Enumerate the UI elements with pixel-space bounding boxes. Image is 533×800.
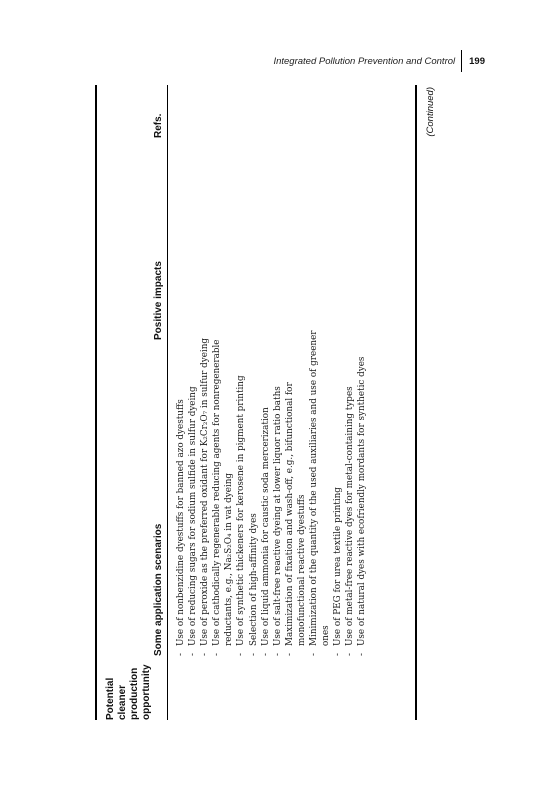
page-number: 199 [469,55,485,67]
table-top-rule [95,85,97,720]
list-item [332,316,344,656]
bullet-dash: - [272,653,283,656]
running-header [273,50,485,72]
scenario-text: Maximization of fixation and wash-off, e.g., bifunctional for monofunctional reactive dyestuffs [284,382,307,646]
scenario-text: Use of natural dyes with ecofriendly mordants for synthetic dyes [357,356,368,646]
bullet-dash: - [345,653,356,656]
bullet-dash: - [260,653,271,656]
continued-note: (Continued) [425,87,436,137]
list-item [344,316,356,656]
list-item [260,316,272,656]
scenario-text: Use of cathodically regenerable reducing agents for nonregenerable reductants, e.g., Na₂S₂O₄ in vat dyeing [212,339,235,646]
scenario-text: Use of peroxide as the preferred oxidant for K₂Cr₂O₇ in sulfur dyeing [200,337,211,646]
list-item [199,316,211,656]
list-item [272,316,284,656]
scenario-text: Minimization of the quantity of the used auxiliaries and use of greener ones [309,330,332,646]
list-item [284,316,308,656]
bullet-dash: - [284,653,295,656]
bullet-dash: - [357,653,368,656]
scenario-text: Use of reducing sugars for sodium sulfide in sulfur dyeing [188,386,199,646]
header-line: production [129,667,140,720]
table-bottom-rule [415,85,417,720]
list-item [175,316,187,656]
list-item [211,316,235,656]
column-header-refs: Refs. [153,113,164,138]
bullet-dash: - [333,653,344,656]
bullet-dash: - [236,653,247,656]
bullet-dash: - [212,653,223,656]
scenario-text: Use of salt-free reactive dyeing at lower liquor ratio baths [272,386,283,646]
list-item [187,316,199,656]
table-header-rule [167,85,168,720]
scenario-text: Use of nonbenzidine dyestuffs for banned azo dyestuffs [176,399,186,646]
running-title: Integrated Pollution Prevention and Control [273,55,456,67]
scenario-text: Selection of high-affinity dyes [248,513,259,646]
column-header-scenarios: Some application scenarios [153,523,164,656]
bullet-dash: - [248,653,259,656]
scenario-text: Use of metal-free reactive dyes for metal-containing types [345,386,356,646]
header-line: cleaner [117,684,128,720]
list-item [248,316,260,656]
bullet-dash: - [188,653,199,656]
bullet-dash: - [309,653,320,656]
header-line: Potential [105,677,116,720]
scenario-text: Use of synthetic thickeners for kerosene in pigment printing [236,375,247,646]
list-item [308,316,332,656]
header-divider [461,50,462,72]
column-header-impacts: Positive impacts [153,261,164,340]
bullet-dash: - [176,653,186,656]
scenario-text: Use of liquid ammonia for caustic soda mercerization [260,407,271,646]
scenario-list [175,316,369,656]
scenario-text: Use of PEG for urea textile printing [333,487,344,646]
header-line: opportunity [141,664,152,720]
rotated-table-region [95,85,440,720]
bullet-dash: - [200,653,211,656]
column-header-opportunity [105,665,153,720]
table [95,85,440,720]
list-item [235,316,247,656]
list-item [356,316,368,656]
